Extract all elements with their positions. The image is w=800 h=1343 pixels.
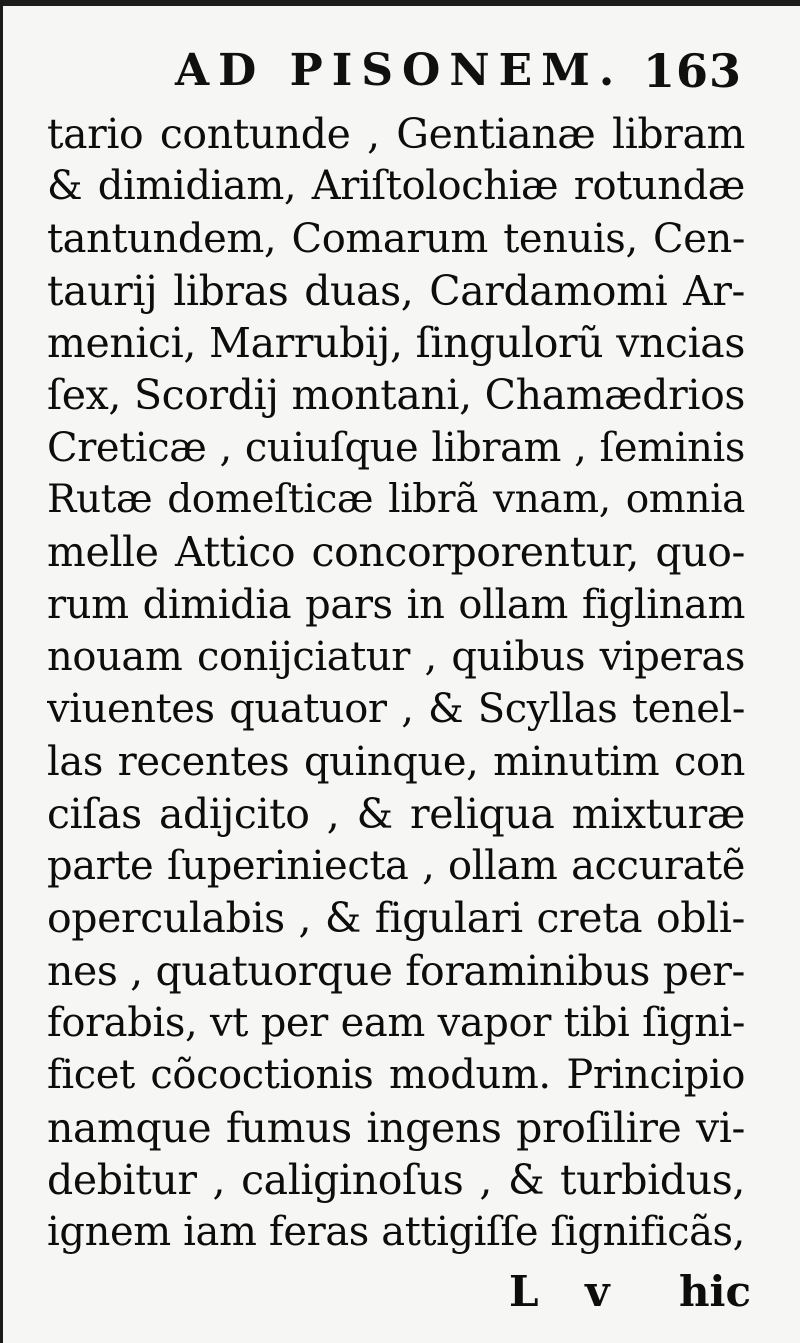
text-line: debitur , caliginoſus , & turbidus,	[47, 1155, 745, 1204]
text-line: tario contunde , Gentianæ libram	[47, 110, 745, 158]
text-line: namque fumus ingens proſilire vi-	[47, 1103, 745, 1152]
text-line: parte ſuperiniecta , ollam accuratẽ	[47, 843, 745, 890]
text-line: ſex, Scordij montani, Chamædrios	[47, 371, 745, 420]
text-line: & dimidiam, Ariſtolochiæ rotundæ	[47, 163, 745, 210]
page-number: 163	[643, 44, 743, 98]
running-head	[3, 36, 800, 106]
text-line: operculabis , & figulari creta obli-	[47, 894, 745, 943]
catchword: hic	[679, 1267, 752, 1316]
text-line: Rutæ domeſticæ librã vnam, omnia	[47, 477, 745, 523]
text-line: las recentes quinque, minutim con	[47, 738, 745, 785]
text-line: taurij libras duas, Cardamomi Ar-	[47, 266, 745, 315]
catchline	[3, 1262, 800, 1322]
text-line: menici, Marrubij, ſingulorũ vncias	[47, 319, 745, 368]
text-line: viuentes quatuor , & Scyllas tenel-	[47, 686, 745, 733]
text-line: ficet cõcoctionis modum. Principio	[47, 1052, 745, 1099]
text-line: tantundem, Comarum tenuis, Cen-	[47, 215, 745, 262]
text-line: nes , quatuorque foraminibus per-	[47, 946, 745, 995]
text-line: rum dimidia pars in ollam figlinam	[47, 581, 745, 628]
text-line: nouam conijciatur , quibus viperas	[47, 633, 745, 680]
text-line: forabis, vt per eam vapor tibi ſigni-	[47, 1000, 745, 1047]
text-line: melle Attico concorporentur, quo-	[47, 528, 745, 577]
text-line: ignem iam feras attigiſſe ſignificãs,	[47, 1209, 745, 1256]
signature-mark: L v	[509, 1267, 626, 1316]
text-line: ciſas adijcito , & reliqua mixturæ	[47, 789, 745, 838]
page-top-edge	[3, 0, 800, 6]
text-line: Creticæ , cuiuſque libram , ſeminis	[47, 424, 745, 471]
running-title: AD PISONEM.	[175, 45, 624, 96]
text-block	[47, 108, 745, 1259]
